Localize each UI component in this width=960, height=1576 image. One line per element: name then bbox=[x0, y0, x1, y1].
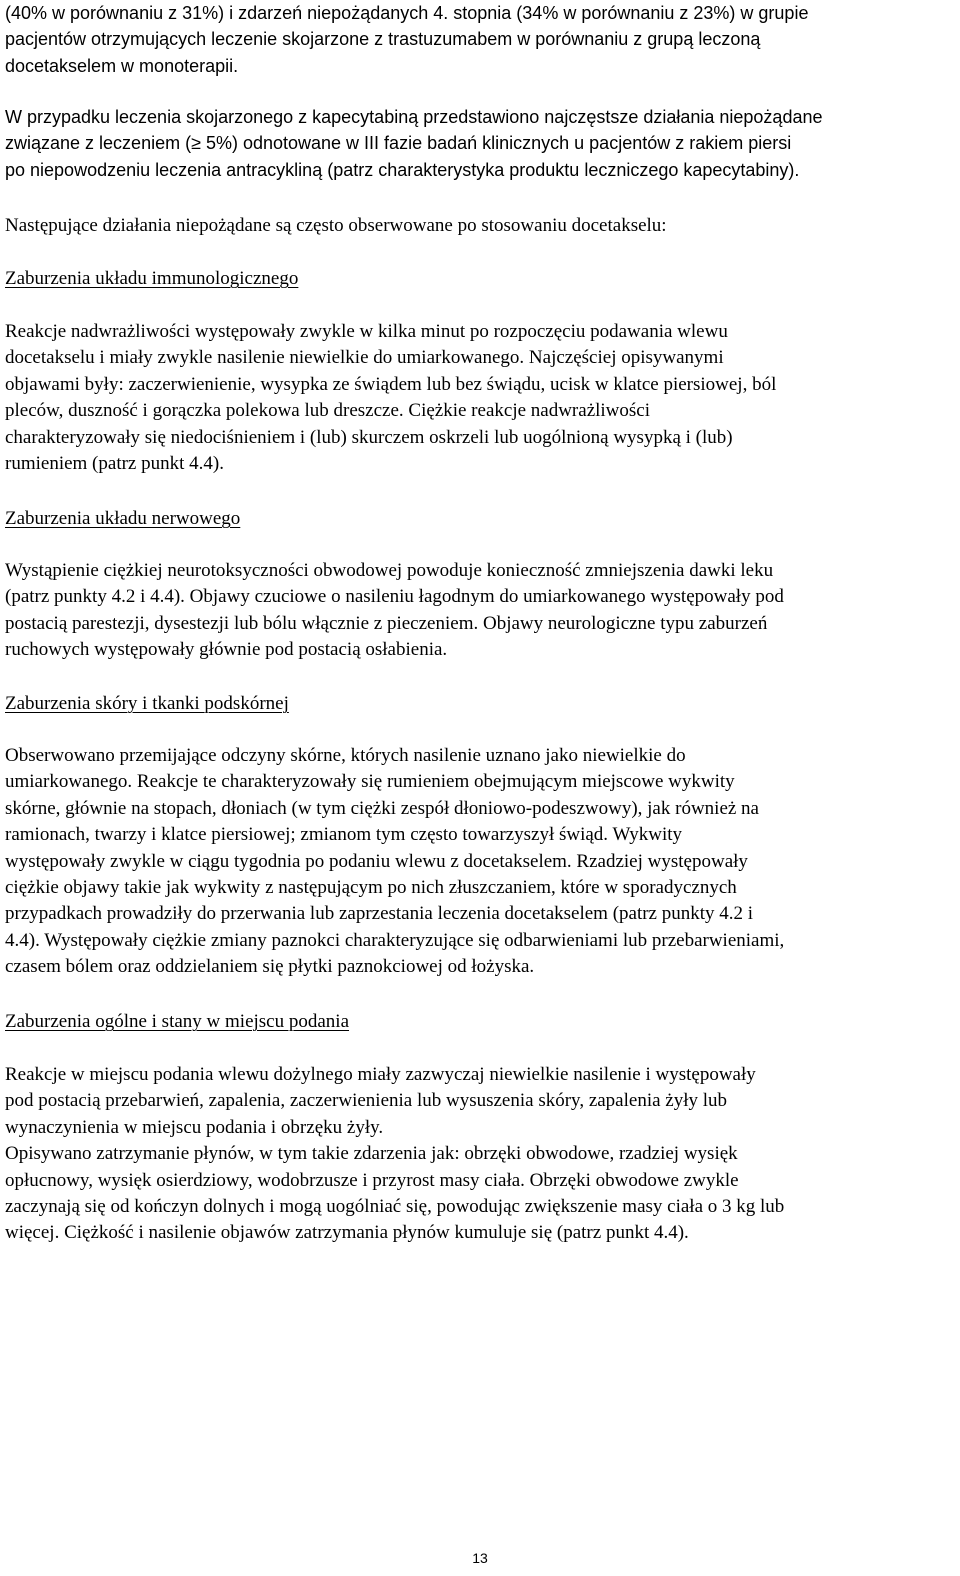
heading-immune-disorders: Zaburzenia układu immunologicznego bbox=[5, 268, 299, 289]
paragraph-skin-disorders: Obserwowano przemijające odczyny skórne, których nasilenie uznano jako niewielkie do umiarkowanego. Reakcje te charakteryzowały się rumieniem obejmującym miejscowe wykwity skórne, głównie na stopach, dłoniach (w tym ciężki zespół dłoniowo-podeszwowy), jak również na ramionach, twarzy i klatce piersiowej; zmianom tym często towarzyszył świąd. Wykwity występowały zwykle w ciągu tygodnia po podaniu wlewu z docetakselem. Rzadziej występowały ciężkie objawy takie jak wykwity z następującym po nich złuszczaniem, które w sporadycznych przypadkach prowadziły do przerwania lub zaprzestania leczenia docetakselem (patrz punkty 4.2 i 4.4). Występowały ciężkie zmiany paznokci charakteryzujące się odbarwieniami lub przebarwieniami, czasem bólem oraz oddzielaniem się płytki paznokciowej od łożyska. bbox=[5, 745, 785, 978]
paragraph-intro-continuation: (40% w porównaniu z 31%) i zdarzeń niepożądanych 4. stopnia (34% w porównaniu z 23%) w grupie pacjentów otrzymujących leczenie skojarzone z trastuzumabem w porównaniu z grupą leczoną docetakselem w monoterapii. bbox=[5, 3, 809, 76]
paragraph-capecitabine: W przypadku leczenia skojarzonego z kapecytabiną przedstawiono najczęstsze działania niepożądane związane z leczeniem (≥ 5%) odnotowane w III fazie badań klinicznych u pacjentów z rakiem piersi po niepowodzeniu leczenia antracykliną (patrz charakterystyka produktu leczniczego kapecytabiny). bbox=[5, 107, 823, 180]
page-number: 13 bbox=[472, 1550, 488, 1566]
heading-skin-disorders: Zaburzenia skóry i tkanki podskórnej bbox=[5, 693, 289, 714]
heading-general-disorders: Zaburzenia ogólne i stany w miejscu podania bbox=[5, 1011, 350, 1032]
paragraph-nervous-disorders: Wystąpienie ciężkiej neurotoksyczności obwodowej powoduje konieczność zmniejszenia dawki leku (patrz punkty 4.2 i 4.4). Objawy czuciowe o nasileniu łagodnym do umiarkowanego występowały pod postacią parestezji, dysestezji lub bólu włącznie z pieczeniem. Objawy neurologiczne typu zaburzeń ruchowych występowały głównie pod postacią osłabienia. bbox=[5, 560, 784, 661]
heading-nervous-disorders: Zaburzenia układu nerwowego bbox=[5, 508, 241, 529]
paragraph-immune-disorders: Reakcje nadwrażliwości występowały zwykle w kilka minut po rozpoczęciu podawania wlewu docetakselu i miały zwykle nasilenie niewielkie do umiarkowanego. Najczęściej opisywanymi objawami były: zaczerwienienie, wysypka ze świądem lub bez świądu, ucisk w klatce piersiowej, ból pleców, duszność i gorączka polekowa lub dreszcze. Ciężkie reakcje nadwrażliwości charakteryzowały się niedociśnieniem i (lub) skurczem oskrzeli lub uogólnioną wysypką i (lub) rumieniem (patrz punkt 4.4). bbox=[5, 321, 777, 475]
paragraph-general-disorders: Reakcje w miejscu podania wlewu dożylnego miały zazwyczaj niewielkie nasilenie i występowały pod postacią przebarwień, zapalenia, zaczerwienienia lub wysuszenia skóry, zapalenia żyły lub wynaczynienia w miejscu podania i obrzęku żyły. Opisywano zatrzymanie płynów, w tym takie zdarzenia jak: obrzęki obwodowe, rzadziej wysięk opłucnowy, wysięk osierdziowy, wodobrzusze i przyrost masy ciała. Obrzęki obwodowe zwykle zaczynają się od kończyn dolnych i mogą uogólniać się, powodując zwiększenie masy ciała o 3 kg lub więcej. Ciężkość i nasilenie objawów zatrzymania płynów kumuluje się (patrz punkt 4.4). bbox=[5, 1064, 785, 1244]
paragraph-frequent-intro: Następujące działania niepożądane są często obserwowane po stosowaniu docetakselu: bbox=[5, 215, 667, 236]
